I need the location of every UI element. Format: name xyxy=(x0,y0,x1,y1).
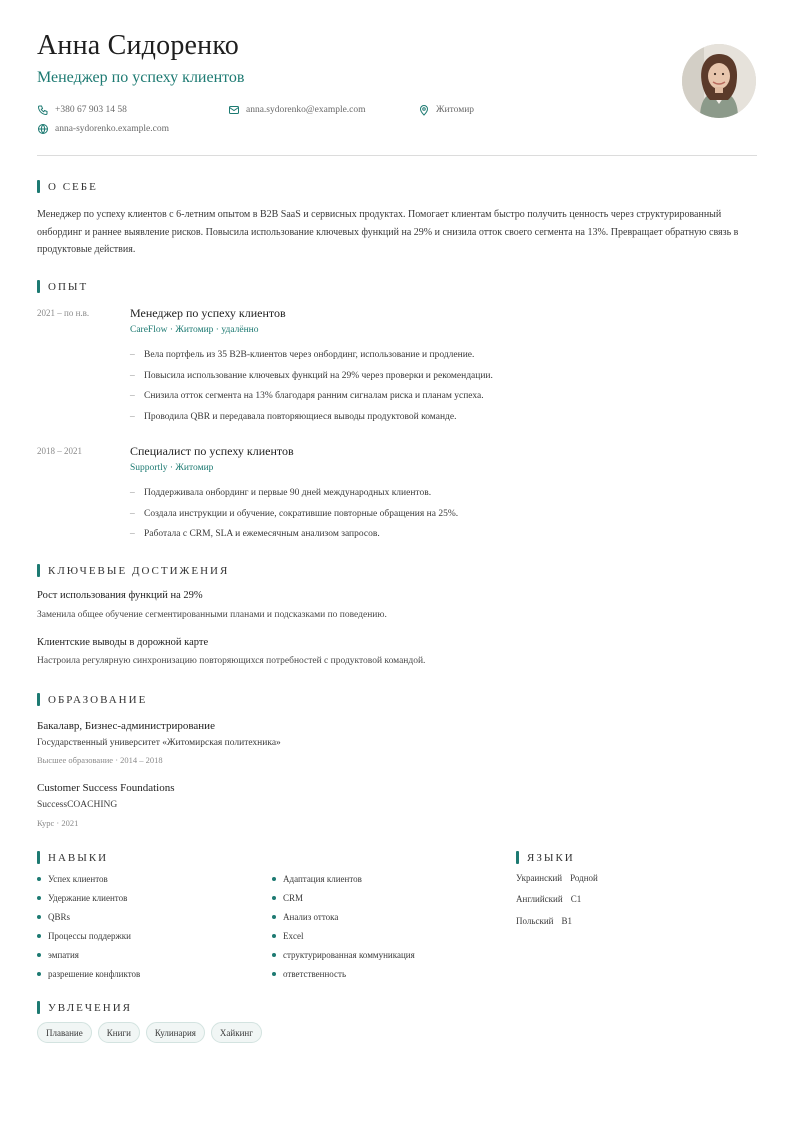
website-text: anna-sydorenko.example.com xyxy=(55,124,169,134)
section-achievements-heading xyxy=(37,564,229,577)
section-label: КЛЮЧЕВЫЕ ДОСТИЖЕНИЯ xyxy=(48,564,230,577)
phone-icon xyxy=(37,104,49,116)
achievement-title: Клиентские выводы в дорожной карте xyxy=(37,637,209,648)
skill-item: структурированная коммуникация xyxy=(272,949,415,968)
contact-phone[interactable] xyxy=(37,104,127,116)
job-bullet: – Поддерживала онбординг и первые 90 дней международных клиентов. xyxy=(130,486,458,507)
job-bullet: – Снизила отток сегмента на 13% благодаря ранним сигналам риска и планам успеха. xyxy=(130,389,493,410)
skill-item: Успех клиентов xyxy=(37,873,140,892)
language-name: Польский xyxy=(516,916,554,926)
section-accent-bar xyxy=(37,693,40,706)
section-label: УВЛЕЧЕНИЯ xyxy=(48,1001,132,1014)
location-text: Житомир xyxy=(436,105,475,115)
section-accent-bar xyxy=(37,180,40,193)
email-text: anna.sydorenko@example.com xyxy=(246,105,366,115)
skill-item: Удержание клиентов xyxy=(37,892,140,911)
section-experience-heading xyxy=(37,280,88,293)
job-dates: 2021 – по н.в. xyxy=(37,308,90,318)
job-dates: 2018 – 2021 xyxy=(37,446,82,456)
section-accent-bar xyxy=(516,851,519,864)
summary-text: Менеджер по успеху клиентов с 6-летним опытом в B2B SaaS и сервисных продуктах. Помогает клиентам быстро получить ценность через структурированный онбординг и раннее выявление рисков. Повысила использование ключевых функций на 29% и снизила отток своего сегмента на 13%. Превращает обратную связь в продуктовые действия. xyxy=(37,209,739,255)
section-languages-heading xyxy=(516,851,575,864)
job-company: Supportly · Житомир xyxy=(130,463,214,473)
hobby-chips xyxy=(37,1022,262,1043)
language-name: Украинский xyxy=(516,873,563,883)
hobby-chip: Книги xyxy=(98,1022,140,1043)
achievement-title: Рост использования функций на 29% xyxy=(37,590,203,601)
section-summary-heading xyxy=(37,180,98,193)
mail-icon xyxy=(228,104,240,116)
section-hobbies-heading xyxy=(37,1001,132,1014)
job-company: CareFlow · Житомир · удалённо xyxy=(130,325,259,335)
language-item xyxy=(516,916,572,926)
section-skills-heading xyxy=(37,851,108,864)
job-bullets xyxy=(130,348,493,431)
job-bullet: – Создала инструкции и обучение, сократившие повторные обращения на 25%. xyxy=(130,507,458,528)
language-name: Английский xyxy=(516,894,563,904)
language-level: Родной xyxy=(570,873,598,883)
job-bullet: – Вела портфель из 35 B2B-клиентов через онбординг, использование и продление. xyxy=(130,348,493,369)
contact-website[interactable] xyxy=(37,123,169,135)
skill-item: Адаптация клиентов xyxy=(272,873,415,892)
hobby-chip: Кулинария xyxy=(146,1022,205,1043)
section-label: ЯЗЫКИ xyxy=(527,851,575,864)
phone-text: +380 67 903 14 58 xyxy=(55,105,127,115)
section-accent-bar xyxy=(37,564,40,577)
contact-location xyxy=(418,104,474,116)
map-pin-icon xyxy=(418,104,430,116)
skill-item: разрешение конфликтов xyxy=(37,968,140,987)
education-degree: Customer Success Foundations xyxy=(37,782,175,794)
section-accent-bar xyxy=(37,1001,40,1014)
education-school: Государственный университет «Житомирская политехника» xyxy=(37,738,281,748)
education-meta: Высшее образование · 2014 – 2018 xyxy=(37,755,163,765)
section-label: НАВЫКИ xyxy=(48,851,109,864)
education-meta: Курс · 2021 xyxy=(37,818,79,828)
education-school: SuccessCOACHING xyxy=(37,800,118,810)
globe-icon xyxy=(37,123,49,135)
skill-item: Анализ оттока xyxy=(272,911,415,930)
section-label: ОБРАЗОВАНИЕ xyxy=(48,693,148,706)
candidate-title: Менеджер по успеху клиентов xyxy=(37,69,245,86)
profile-photo xyxy=(682,44,756,118)
section-label: О СЕБЕ xyxy=(48,180,98,193)
header-divider xyxy=(37,155,757,156)
job-bullet: – Проводила QBR и передавала повторяющиеся выводы продуктовой команде. xyxy=(130,410,493,431)
skills-list-right xyxy=(272,873,415,987)
achievement-desc: Настроила регулярную синхронизацию повторяющихся потребностей с продуктовой командой. xyxy=(37,656,426,666)
section-label: ОПЫТ xyxy=(48,280,89,293)
language-item xyxy=(516,873,598,883)
job-bullet: – Работала с CRM, SLA и ежемесячным анализом запросов. xyxy=(130,527,458,548)
candidate-name: Анна Сидоренко xyxy=(37,30,239,61)
skill-item: CRM xyxy=(272,892,415,911)
language-level: C1 xyxy=(570,894,582,904)
job-bullets xyxy=(130,486,458,548)
section-accent-bar xyxy=(37,851,40,864)
education-degree: Бакалавр, Бизнес-администрирование xyxy=(37,720,215,732)
job-bullet: – Повысила использование ключевых функций на 29% через проверки и рекомендации. xyxy=(130,369,493,390)
skill-item: Процессы поддержки xyxy=(37,930,140,949)
language-level: B1 xyxy=(561,916,572,926)
hobby-chip: Плавание xyxy=(37,1022,92,1043)
contact-email[interactable] xyxy=(228,104,366,116)
section-education-heading xyxy=(37,693,147,706)
language-item xyxy=(516,894,581,904)
skill-item: QBRs xyxy=(37,911,140,930)
section-accent-bar xyxy=(37,280,40,293)
skill-item: ответственность xyxy=(272,968,415,987)
achievement-desc: Заменила общее обучение сегментированными планами и подсказками по поведению. xyxy=(37,610,387,620)
hobby-chip: Хайкинг xyxy=(211,1022,262,1043)
skill-item: эмпатия xyxy=(37,949,140,968)
job-title: Специалист по успеху клиентов xyxy=(130,444,294,458)
skills-list-left xyxy=(37,873,140,987)
job-title: Менеджер по успеху клиентов xyxy=(130,306,286,320)
skill-item: Excel xyxy=(272,930,415,949)
